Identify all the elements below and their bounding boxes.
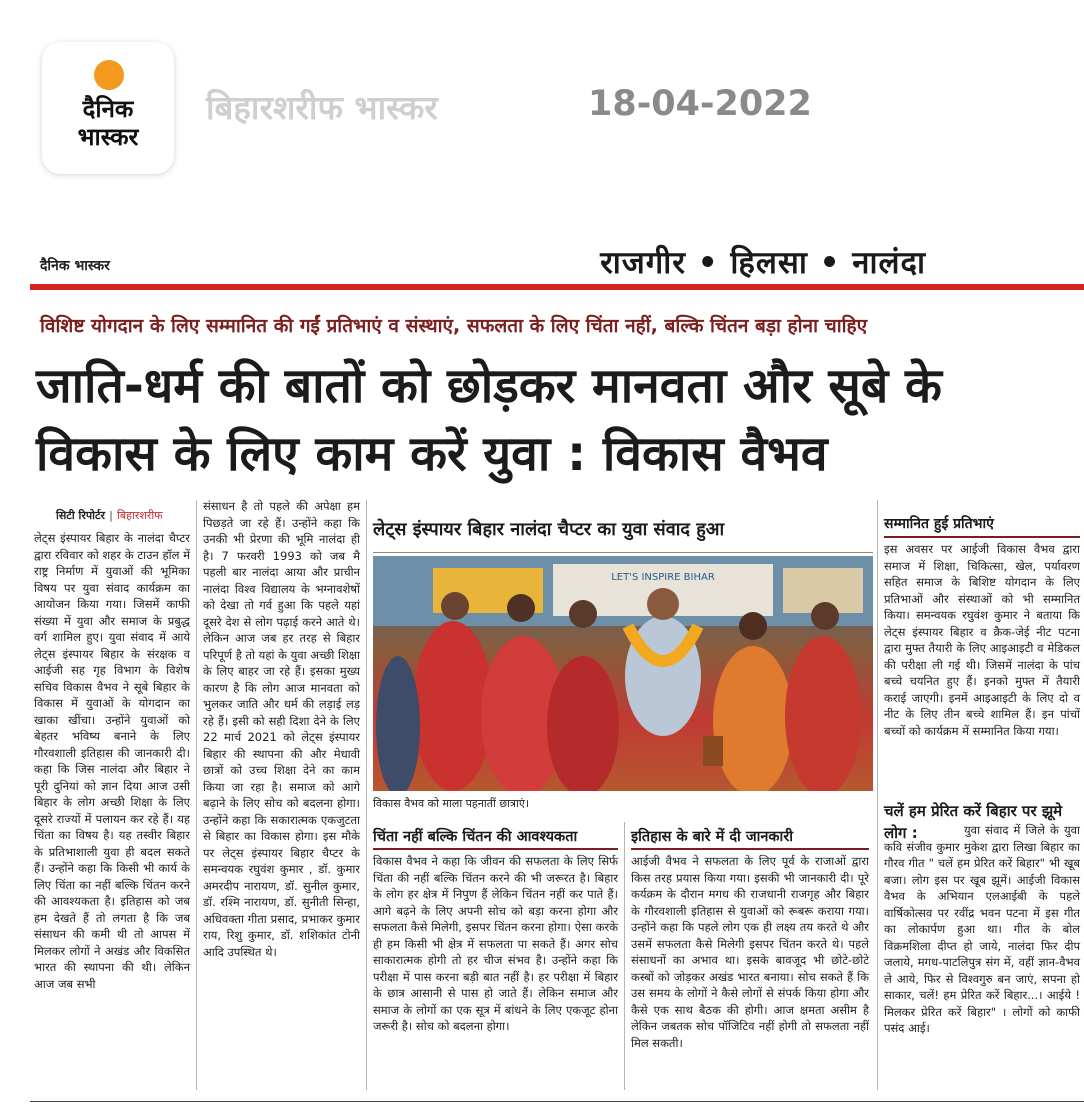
logo-text-line1: दैनिक [82, 95, 134, 123]
page-brand: दैनिक भास्कर [40, 258, 110, 274]
section-body-chinta: विकास वैभव ने कहा कि जीवन की सफलता के लिए सिर्फ चिंता की नहीं बल्कि चिंतन करने की भी जरूरत है। बिहार के लोग हर क्षेत्र में निपुण हैं लेकिन चिंतन नहीं कर पाते हैं। आगे बढ़ने के लिए अपनी सोच को बड़ा करना होगा और सफलता कैसे मिलेगी, इसपर चिंतन करना होगा। ऐसा करके ही हम किसी भी क्षेत्र में सफलता पा सकते हैं। अगर सोच साकारात्मक होगी तो हर चीज संभव है। उन्होंने कहा कि परीक्षा में पास करना बड़ी बात नहीं है। हर परीक्षा में बिहार के छात्र आसानी से पास हो जाते हैं। लेकिन समाज और समाज के लोगों का एक सूत्र में बांधने के लिए एकजूट होना जरूरी है। सोच को बदलना होगा। [373, 854, 618, 1033]
dainik-bhaskar-logo [42, 42, 174, 174]
photo-headline: लेट्स इंस्पायर बिहार नालंदा चैप्टर का युवा संवाद हुआ [373, 519, 725, 540]
column-rule [877, 500, 878, 1090]
logo-text-line2: भास्कर [77, 123, 139, 151]
page-section-places: राजगीर • हिलसा • नालंदा [600, 245, 926, 281]
section-heading-chinta: चिंता नहीं बल्कि चिंतन की आवश्यकता [373, 829, 578, 845]
banner-text: LET'S INSPIRE BIHAR [611, 572, 715, 583]
article-column-1: लेट्स इंस्पायर बिहार के नालंदा चैप्टर द्वारा रविवार को शहर के टाउन हॉल में राष्ट्र निर्माण में युवाओं की भूमिका विषय पर युवा संवाद कार्यक्रम का आयोजन किया गया। जिसमें काफी संख्या में युवा और समाज के प्रबुद्ध वर्ग शामिल हुए। युवा संवाद में आये लेट्स इंस्पायर बिहार के संरक्षक व आईजी सह गृह विभाग के विशेष सचिव विकास वैभव ने सूबे बिहार के विकास में युवाओं के योगदान का खाका खींचा। उन्होंने युवाओं को बेहतर भविष्य बनाने के लिए गौरवशाली इतिहास की जानकारी दी। कहा कि जिस नालंदा और बिहार ने पूरी दुनियां को ज्ञान दिया आज उसी बिहार के लोग अच्छी शिक्षा के लिए दूसरे राज्यों में पलायन कर रहे हैं। यह चिंता का विषय है। यह तस्वीर बिहार के प्रतिभाशाली युवा ही बदल सकते हैं। उन्होंने कहा कि किसी भी कार्य के लिए चिंता का नहीं बल्कि चिंतन करने की आवश्यकता है। इतिहास को जब हम देखते हैं तो लगता है कि जब संसाधन की कमी थी तो आपस में मिलकर लोगों ने अखंड और विकसित भारत की स्थापना की थी। लेकिन आज जब सभी [34, 531, 190, 991]
section-heading-rule [373, 848, 618, 850]
column-rule [624, 822, 625, 1090]
page-bottom-rule [30, 1101, 1084, 1102]
photo-caption: विकास वैभव को माला पहनातीं छात्राएं। [373, 797, 530, 810]
edition-name: बिहारशरीफ भास्कर [206, 88, 438, 127]
sidebar-body-sammanit: इस अवसर पर आईजी विकास वैभव द्वारा समाज में शिक्षा, चिकित्सा, खेल, पर्यावरण सहित समाज के बिशिष्ट योगदान के लिए प्रतिभाओं और संस्थाओं को भी सम्मानित किया। समन्वयक रघुवंश कुमार ने बताया कि लेट्स इंस्पायर बिहार व क्रैक-जेई नीट पटना द्वारा मुफ्त तैयारी के लिए आइआइटी व मेडिकल की परीक्षा ली गई थी। जिसमें नालंदा के पांच बच्चे चयनित हुए हैं। इनको मुफ्त में तैयारी कराई जाएगी। इनमें आइआइटी के लिए दो व नीट के लिए तीन बच्चे शामिल हैं। इन पांचों बच्चों को कार्यक्रम में सम्मानित किया गया। [884, 542, 1080, 738]
sidebar-heading-sammanit: सम्मानित हुई प्रतिभाएं [884, 516, 994, 532]
byline-place: बिहारशरीफ [117, 509, 163, 522]
photo-divider [373, 552, 873, 553]
section-divider [30, 284, 1084, 290]
section-heading-rule [631, 848, 869, 850]
sidebar-body-bihar-geet: युवा संवाद में जिले के युवा कवि संजीव कुमार मुकेश द्वारा लिखा बिहार का गौरव गीत " चलें हम प्रेरित करें बिहार" भी खूब बजा। लोग इस पर खूब झूमें। आईजी विकास वैभव के अभियान एलआईबी के पहले वार्षिकोत्सव पर रवींद्र भवन पटना में इस गीत का लोकार्पण हुआ था। गीत के बोल विक्रमशिला दीप्त हो जाये, नालंदा फिर दीप जलाये, मगध-पाटलिपुत्र संग में, वहीं ज्ञान-वैभव ले आये, फिर से विश्वगुरु बन जाएं, सपना हो साकार, चलें! हम प्रेरित करें बिहार...। आईये ! मिलकर प्रेरित करें बिहार" । लोगों को काफी पसंद आई। [884, 823, 1080, 1035]
sun-icon [94, 60, 124, 90]
sidebar-heading-rule [884, 536, 1080, 538]
column-rule [366, 500, 367, 1090]
kicker-headline: विशिष्ट योगदान के लिए सम्मानित की गईं प्रतिभाएं व संस्थाएं, सफलता के लिए चिंता नहीं, बल्कि चिंतन बड़ा होना चाहिए [40, 315, 868, 337]
sidebar-heading-bihar-geet: चलें हम प्रेरित करें बिहार पर झूमे लोग : [884, 802, 1063, 842]
column-rule [196, 500, 197, 1090]
photo-illustration [373, 556, 873, 791]
byline-reporter: सिटी रिपोर्टर [56, 509, 105, 522]
main-headline: जाति-धर्म की बातों को छोड़कर मानवता और सूबे के विकास के लिए काम करें युवा : विकास वैभव [36, 358, 942, 482]
event-photo [373, 556, 873, 791]
byline: सिटी रिपोर्टर | बिहारशरीफ [56, 509, 163, 522]
edition-date: 18-04-2022 [588, 84, 812, 124]
section-heading-itihas: इतिहास के बारे में दी जानकारी [631, 829, 794, 845]
article-column-2: संसाधन है तो पहले की अपेक्षा हम पिछड़ते जा रहे हैं। उन्होंने कहा कि उनकी भी प्रेरणा की भूमि नालंदा ही है। 7 फरवरी 1993 को जब मै पहली बार नालंदा आया और प्राचीन नालंदा विश्व विद्यालय के भग्नावशेषों को देखा तो गर्व हुआ कि पहले यहां दूसरे देश से लोग पढ़ाई करने आते थे। लेकिन आज जब हर तरह से बिहार परिपूर्ण है तो यहां के युवा अच्छी शिक्षा के लिए बाहर जा रहे हैं। इसका मुख्य कारण है कि लोग आज मानवता को भुलकर जाति और धर्म की लड़ाई लड़ रहे हैं। इसी को सही दिशा देने के लिए 22 मार्च 2021 को लेट्स इंस्पायर बिहार की स्थापना की और मेधावी छात्रों को उच्च शिक्षा देने का काम किया जा रहा है। समाज को आगे बढ़ाने के लिए सोच को बदलना होगा। उन्होंने कहा कि सकारात्मक एकजुटता से बिहार का विकास होगा। इस मौके पर लेट्स इंस्पायर बिहार चैप्टर के समन्वयक रघुवंश कुमार , डॉ. कुमार अमरदीप नारायण, डॉ. सुनील कुमार, डॉ. रश्मि नारायण, डॉ. सुनीती सिन्हा, अधिवक्ता गीता प्रसाद, प्रभाकर कुमार राय, रिशु कुमार, डॉ. शशिकांत टोनी आदि उपस्थित थे। [203, 499, 360, 959]
section-body-itihas: आईजी वैभव ने सफलता के लिए पूर्व के राजाओं द्वारा किस तरह प्रयास किया गया। इसकी भी जानकारी दी। पूरे कर्यक्रम के दौरान मगध की राजधानी राजगृह और बिहार के गौरवशाली इतिहास से युवाओं को रूबरू कराया गया। उन्होंने कहा कि पहले लोग एक ही लक्ष्य तय करते थे और उसमें सफलता कैसे मिलेगी इसपर चिंतन करते थे। पहले संसाधनों का अभाव था। इसके बावजूद भी छोटे-छोटे कस्बों को जोड़कर अखंड भारत बनाया। सोच सकते हैं कि उस समय के लोगों ने कैसे लोगों से संपर्क किया होगा और कैसे एक साथ बैठक की होगी। आज क्षमता असीम है लेकिन जबतक सोच पॉजिटिव नहीं होगी तो सफलता नहीं मिल सकती। [631, 854, 869, 1050]
